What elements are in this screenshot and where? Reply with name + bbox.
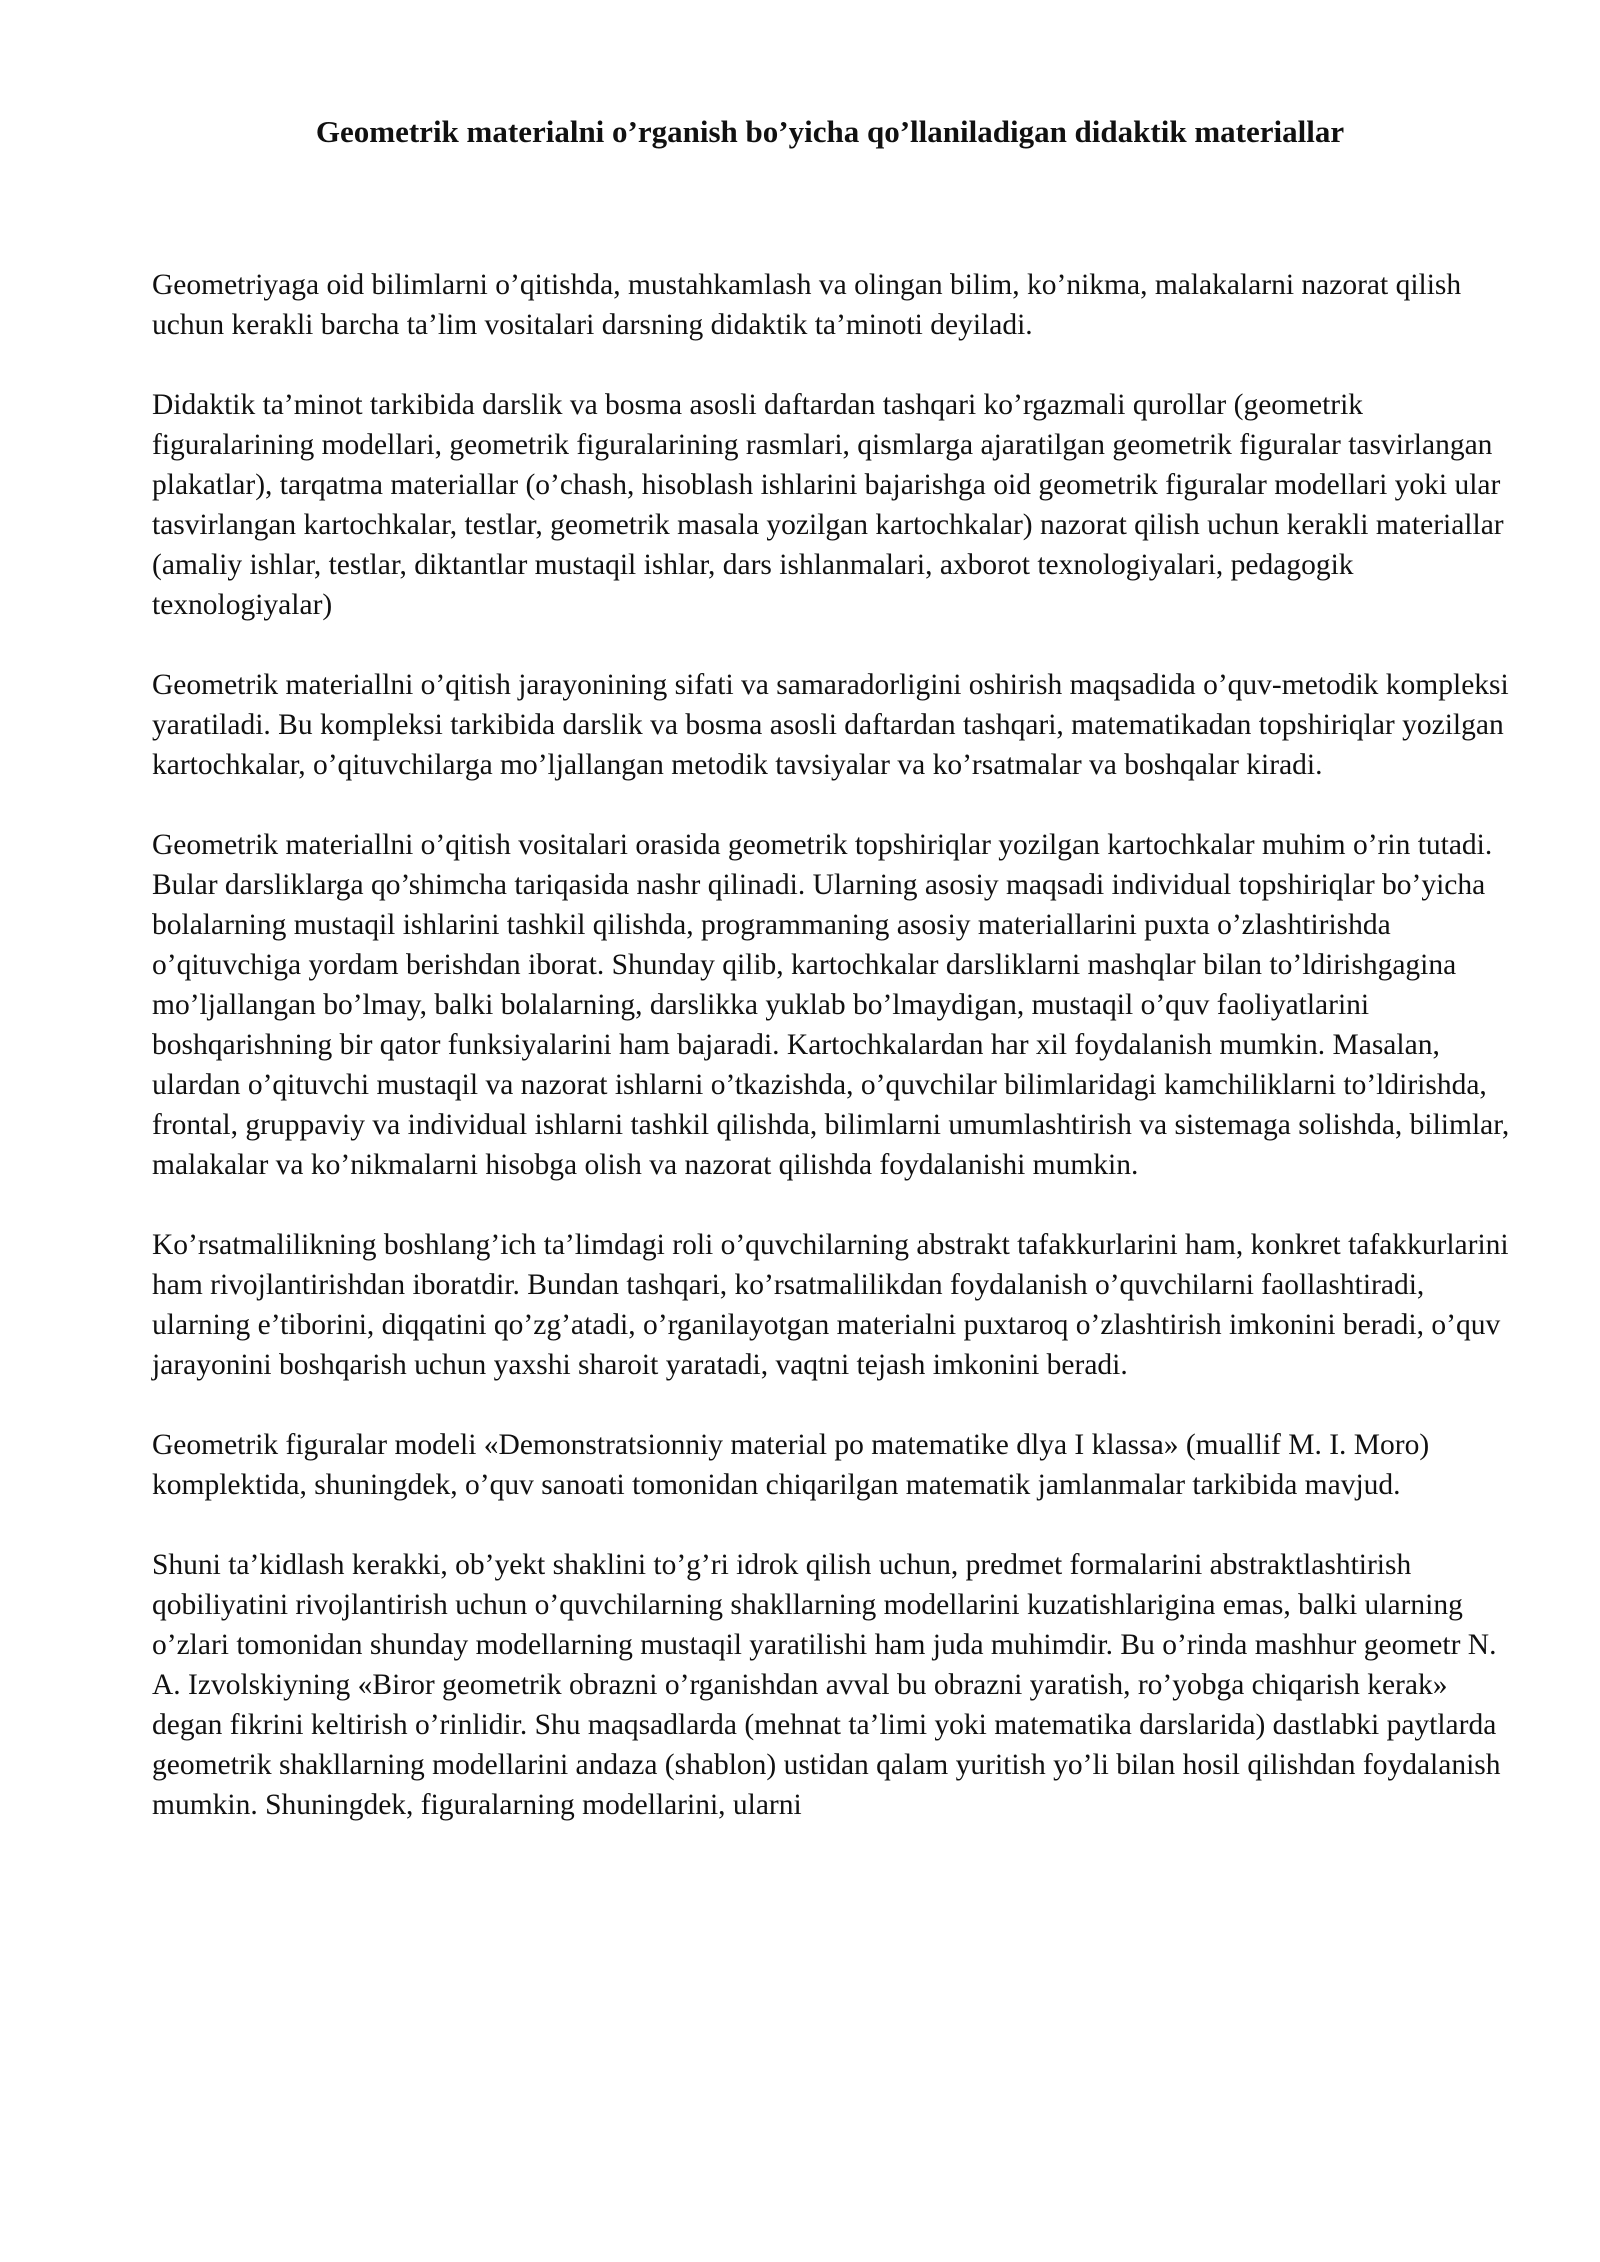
paragraph: Shuni ta’kidlash kerakki, ob’yekt shaklini to’g’ri idrok qilish uchun, predmet formalarini abstraktlashtirish qobiliyatini rivojlantirish uchun o’quvchilarning shakllarning modellarini kuzatishlarigina emas, balki ularning o’zlari tomonidan shunday modellarning mustaqil yaratilishi ham juda muhimdir. Bu o’rinda mashhur geometr N. A. Izvolskiyning «Biror geometrik obrazni o’rganishdan avval bu obrazni yaratish, ro’yobga chiqarish kerak» degan fikrini keltirish o’rinlidir. Shu maqsadlarda (mehnat ta’limi yoki matematika darslarida) dastlabki paytlarda geometrik shakllarning modellarini andaza (shablon) ustidan qalam yuritish yo’li bilan hosil qilishdan foydalanish mumkin. Shuningdek, figuralarning modellarini, ularni [152,1549,1501,1821]
paragraph: Ko’rsatmalilikning boshlang’ich ta’limdagi roli o’quvchilarning abstrakt tafakkurlarini ham, konkret tafakkurlarini ham rivojlantirishdan iboratdir. Bundan tashqari, ko’rsatmalilikdan foydalanish o’quvchilarni faollashtiradi, ularning e’tiborini, diqqatini qo’zg’atadi, o’rganilayotgan materialni puxtaroq o’zlashtirish imkonini beradi, o’quv jarayonini boshqarish uchun yaxshi sharoit yaratadi, vaqtni tejash imkonini beradi. [152,1229,1509,1381]
paragraph: Geometriyaga oid bilimlarni o’qitishda, mustahkamlash va olingan bilim, ko’nikma, malakalarni nazorat qilish uchun kerakli barcha ta’lim vositalari darsning didaktik ta’minoti deyiladi. [152,269,1462,341]
document-body [152,265,1514,1865]
document-title: Geometrik materialni o’rganish bo’yicha qo’llaniladigan didaktik materiallar [315,114,1345,149]
paragraph: Geometrik materiallni o’qitish vositalari orasida geometrik topshiriqlar yozilgan kartochkalar muhim o’rin tutadi. Bular darsliklarga qo’shimcha tariqasida nashr qilinadi. Ularning asosiy maqsadi individual topshiriqlar bo’yicha bolalarning mustaqil ishlarini tashkil qilishda, programmaning asosiy materiallarini puxta o’zlashtirishda o’qituvchiga yordam berishdan iborat. Shunday qilib, kartochkalar darsliklarni mashqlar bilan to’ldirishgagina mo’ljallangan bo’lmay, balki bolalarning, darslikka yuklab bo’lmaydigan, mustaqil o’quv faoliyatlarini boshqarishning bir qator funksiyalarini ham bajaradi. Kartochkalardan har xil foydalanish mumkin. Masalan, ulardan o’qituvchi mustaqil va nazorat ishlarni o’tkazishda, o’quvchilar bilimlaridagi kamchiliklarni to’ldirishda, frontal, gruppaviy va individual ishlarni tashkil qilishda, bilimlarni umumlashtirish va sistemaga solishda, bilimlar, malakalar va ko’nikmalarni hisobga olish va nazorat qilishda foydalanishi mumkin. [152,829,1510,1181]
paragraph: Geometrik figuralar modeli «Demonstratsionniy material po matematike dlya I klassa» (muallif M. I. Moro) komplektida, shuningdek, o’quv sanoati tomonidan chiqarilgan matematik jamlanmalar tarkibida mavjud. [152,1429,1430,1501]
paragraph: Geometrik materiallni o’qitish jarayonining sifati va samaradorligini oshirish maqsadida o’quv-metodik kompleksi yaratiladi. Bu kompleksi tarkibida darslik va bosma asosli daftardan tashqari, matematikadan topshiriqlar yozilgan kartochkalar, o’qituvchilarga mo’ljallangan metodik tavsiyalar va ko’rsatmalar va boshqalar kiradi. [152,669,1509,781]
paragraph: Didaktik ta’minot tarkibida darslik va bosma asosli daftardan tashqari ko’rgazmali qurollar (geometrik figuralarining modellari, geometrik figuralarining rasmlari, qismlarga ajaratilgan geometrik figuralar tasvirlangan plakatlar), tarqatma materiallar (o’chash, hisoblash ishlarini bajarishga oid geometrik figuralar modellari yoki ular tasvirlangan kartochkalar, testlar, geometrik masala yozilgan kartochkalar) nazorat qilish uchun kerakli materiallar (amaliy ishlar, testlar, diktantlar mustaqil ishlar, dars ishlanmalari, axborot texnologiyalari, pedagogik texnologiyalar) [152,389,1504,621]
